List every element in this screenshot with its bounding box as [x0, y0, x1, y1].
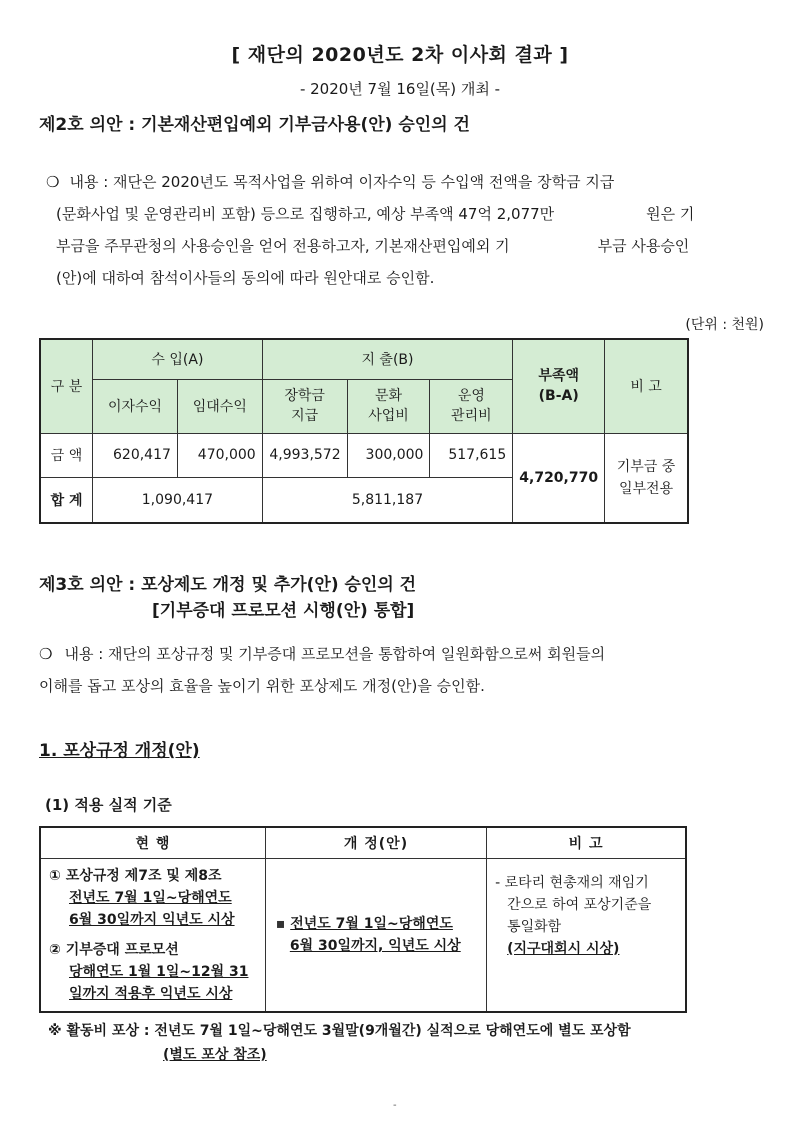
- header-culture: 문화 사업비: [347, 379, 430, 433]
- finance-table: [39, 338, 689, 524]
- cell-expense-total: 5,811,187: [262, 477, 513, 523]
- header-current: 현 행: [40, 827, 265, 859]
- header-income: 수 입(A): [93, 339, 263, 379]
- row-total-label: 합 계: [40, 477, 93, 523]
- agenda2-line4: (안)에 대하여 참석이사들의 동의에 따라 원안대로 승인함.: [56, 269, 435, 287]
- header-remark: 비 고: [605, 339, 688, 433]
- cell-interest: 620,417: [93, 433, 178, 477]
- agenda2-line2: (문화사업 및 운영관리비 포함) 등으로 집행하고, 예상 부족액 47억 2,077만 원은 기: [56, 205, 695, 223]
- cell-operation: 517,615: [430, 433, 513, 477]
- agenda3-line1: ❍ 내용 : 재단의 포상규정 및 기부증대 프로모션을 통합하여 일원화함으로써 회원들의: [39, 645, 606, 663]
- unit-note: (단위 : 천원): [685, 317, 764, 333]
- header-interest: 이자수익: [93, 379, 178, 433]
- header-category: 구 분: [40, 339, 93, 433]
- header-rent: 임대수익: [177, 379, 262, 433]
- cell-shortfall: 4,720,770: [513, 433, 605, 523]
- agenda2-line3: 부금을 주무관청의 사용승인을 얻어 전용하고자, 기본재산편입예외 기 부금 사용승인: [56, 237, 690, 255]
- header-expense: 지 출(B): [262, 339, 513, 379]
- cell-revised: ▪ 전년도 7월 1일~당해연도 6월 30일까지, 익년도 시상: [265, 859, 486, 1013]
- header-revised: 개 정(안): [265, 827, 486, 859]
- agenda2-content: [46, 166, 762, 294]
- cell-current: [40, 859, 265, 1013]
- meeting-date: - 2020년 7월 16일(목) 개최 -: [299, 80, 501, 98]
- header-scholarship: 장학금 지급: [262, 379, 347, 433]
- current-item-1: ① 포상규정 제7조 및 제8조 전년도 7월 1일~당해연도 6월 30일까지 익년도 시상: [49, 868, 235, 928]
- row-amount-label: 금 액: [40, 433, 93, 477]
- current-item-2: ② 기부증대 프로모션 당해연도 1월 1일~12월 31 일까지 적용후 익년도 시상: [49, 942, 249, 1002]
- header-shortfall: 부족액 (B-A): [513, 339, 605, 433]
- page-mark: -: [393, 1100, 397, 1111]
- subsection1-heading: (1) 적용 실적 기준: [45, 796, 172, 814]
- cell-remark-rules: - 로타리 현총재의 재임기 간으로 하여 포상기준을 통일화함 (지구대회시 시상): [487, 859, 686, 1013]
- cell-income-total: 1,090,417: [93, 477, 263, 523]
- agenda2-heading: 제2호 의안 : 기본재산편입예외 기부금사용(안) 승인의 건: [39, 115, 470, 135]
- bullet-icon: ❍: [46, 173, 60, 191]
- rules-table: [39, 826, 687, 1013]
- cell-culture: 300,000: [347, 433, 430, 477]
- agenda3-content: [39, 638, 763, 702]
- agenda3-subheading: [기부증대 프로모션 시행(안) 통합]: [152, 601, 415, 621]
- bullet-icon: ❍: [39, 645, 53, 663]
- agenda3-heading: 제3호 의안 : 포상제도 개정 및 추가(안) 승인의 건: [39, 575, 417, 595]
- cell-scholarship: 4,993,572: [262, 433, 347, 477]
- footnote-reference: (별도 포상 참조): [163, 1047, 267, 1063]
- square-bullet-icon: ▪: [275, 916, 286, 932]
- agenda3-line2: 이해를 돕고 포상의 효율을 높이기 위한 포상제도 개정(안)을 승인함.: [39, 677, 485, 695]
- document-title: [ 재단의 2020년도 2차 이사회 결과 ]: [231, 44, 569, 66]
- section1-heading: 1. 포상규정 개정(안): [39, 741, 200, 761]
- header-remark: 비 고: [487, 827, 686, 859]
- cell-rent: 470,000: [177, 433, 262, 477]
- cell-remark: 기부금 중 일부전용: [605, 433, 688, 523]
- agenda2-line1: ❍ 내용 : 재단은 2020년도 목적사업을 위하여 이자수익 등 수입액 전액을 장학금 지급: [46, 173, 615, 191]
- footnote: ※ 활동비 포상 : 전년도 7월 1일~당해연도 3월말(9개월간) 실적으로 당해연도에 별도 포상함: [48, 1023, 631, 1039]
- header-operation: 운영 관리비: [430, 379, 513, 433]
